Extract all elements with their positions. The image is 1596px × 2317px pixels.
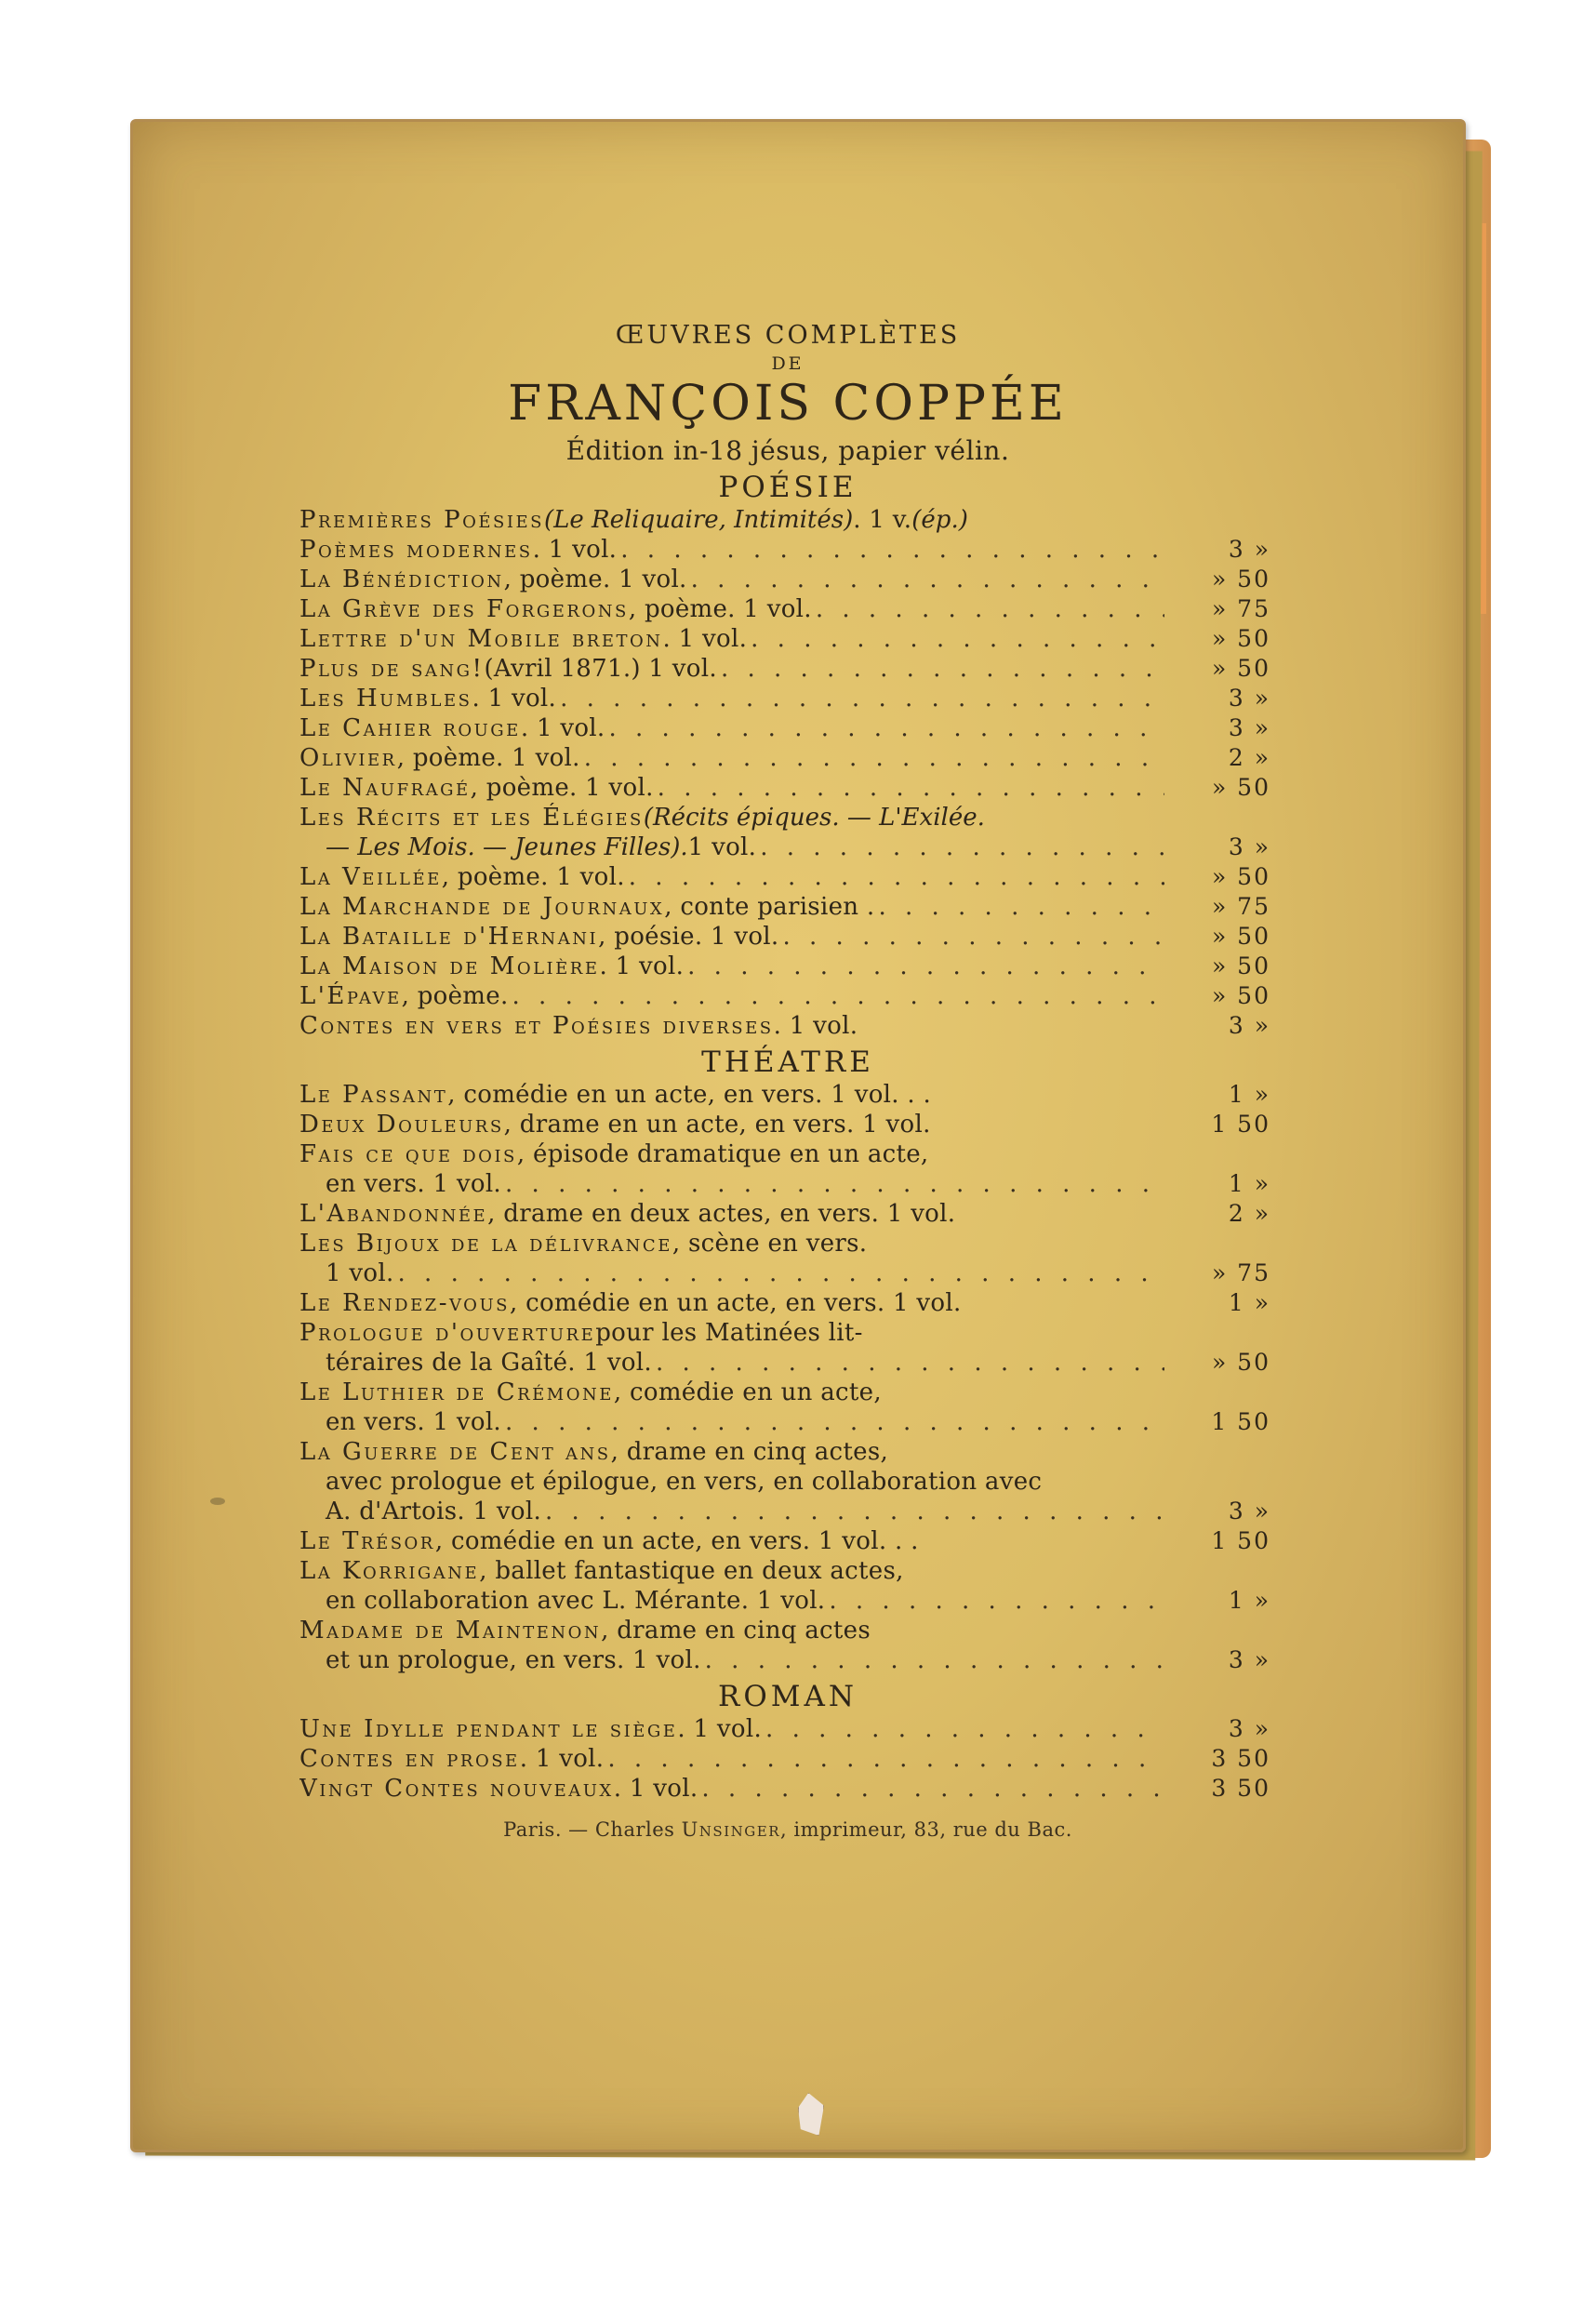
entry-detail: , drame en cinq actes bbox=[601, 1617, 871, 1645]
catalogue-entry bbox=[299, 1110, 1276, 1139]
entry-continuation bbox=[299, 1497, 1276, 1526]
entry-continuation-text: en collaboration avec L. Mérante. 1 vol. bbox=[326, 1587, 826, 1615]
catalogue-entry bbox=[299, 1774, 1276, 1804]
entry-title: Contes en prose bbox=[299, 1745, 520, 1773]
entry-detail: , ballet fantastique en deux actes, bbox=[479, 1557, 904, 1585]
entry-price: 1 » bbox=[1228, 1081, 1270, 1108]
catalogue-entry bbox=[299, 1229, 1276, 1258]
dot-leader bbox=[878, 892, 1164, 922]
dot-leader bbox=[505, 1407, 1164, 1437]
entry-subtitle: (Le Reliquaire, Intimités) bbox=[543, 506, 854, 534]
entry-volume: 1 vol. bbox=[687, 833, 757, 861]
catalogue-entry bbox=[299, 505, 1276, 535]
entry-title: L'Épave bbox=[299, 982, 402, 1010]
dot-leader bbox=[560, 684, 1164, 713]
entry-detail: , poème. 1 vol. bbox=[503, 566, 687, 593]
entry-price: 3 » bbox=[1228, 833, 1270, 860]
entry-detail: . 1 vol. bbox=[677, 1715, 763, 1743]
entry-title: Deux Douleurs bbox=[299, 1111, 504, 1139]
entry-price: 3 » bbox=[1228, 536, 1270, 563]
entry-continuation-text: en vers. 1 vol. bbox=[326, 1408, 502, 1436]
entry-detail: , poème. 1 vol. bbox=[396, 744, 580, 772]
catalogue-entry bbox=[299, 862, 1276, 892]
entry-price: 1 » bbox=[1228, 1587, 1270, 1614]
entry-continuation-text: — Les Mois. — Jeunes Filles). bbox=[326, 833, 688, 861]
dot-leader bbox=[721, 654, 1164, 684]
entry-price: » 75 bbox=[1211, 1259, 1270, 1286]
entry-detail: . 1 vol. bbox=[773, 1012, 858, 1040]
entry-continuation bbox=[299, 1467, 1276, 1497]
entry-continuation-text: et un prologue, en vers. 1 vol. bbox=[326, 1646, 701, 1674]
entry-price: 3 » bbox=[1228, 1715, 1270, 1742]
entry-continuation bbox=[299, 1407, 1276, 1437]
printer-imprint bbox=[299, 1818, 1276, 1841]
catalogue-entry bbox=[299, 743, 1276, 773]
catalogue-text bbox=[299, 321, 1276, 1804]
entry-price: » 75 bbox=[1211, 893, 1270, 920]
entry-detail: , poème. 1 vol. bbox=[441, 863, 625, 891]
entry-title: La Veillée bbox=[299, 863, 442, 891]
entry-price: 1 50 bbox=[1211, 1111, 1270, 1138]
entry-title: Les Récits et les Élégies bbox=[299, 804, 644, 832]
entry-title: Une Idylle pendant le siège bbox=[299, 1715, 678, 1743]
entry-detail: , épisode dramatique en un acte, bbox=[516, 1140, 929, 1168]
entry-price: » 50 bbox=[1211, 982, 1270, 1009]
entry-note: (ép.) bbox=[911, 506, 968, 534]
entry-detail: . 1 vol. bbox=[519, 1745, 605, 1773]
entry-price: 3 » bbox=[1228, 714, 1270, 741]
entry-detail: , poème. 1 vol. bbox=[470, 774, 654, 802]
entry-detail: , drame en cinq actes, bbox=[610, 1438, 889, 1466]
entry-detail: , conte parisien . bbox=[664, 893, 875, 921]
entry-title: Les Bijoux de la délivrance bbox=[299, 1230, 672, 1258]
entry-detail: . 1 vol. bbox=[662, 625, 748, 653]
catalogue-entry bbox=[299, 535, 1276, 565]
entry-title: La Maison de Molière bbox=[299, 952, 600, 980]
entry-continuation bbox=[299, 1169, 1276, 1199]
catalogue-entry bbox=[299, 1616, 1276, 1645]
entry-detail: . 1 vol. bbox=[520, 714, 605, 742]
section-title-poesie: POÉSIE bbox=[718, 471, 858, 504]
catalogue-entry bbox=[299, 1437, 1276, 1467]
entry-detail: , comédie en un acte, en vers. 1 vol. bbox=[509, 1289, 962, 1317]
entry-price: » 75 bbox=[1211, 595, 1270, 622]
section-title-theatre: THÉATRE bbox=[701, 1045, 874, 1079]
catalogue-entry bbox=[299, 803, 1276, 832]
entry-price: » 50 bbox=[1211, 923, 1270, 950]
entry-price: 3 » bbox=[1228, 1498, 1270, 1525]
entry-price: 2 » bbox=[1228, 744, 1270, 771]
catalogue-entry bbox=[299, 1744, 1276, 1774]
catalogue-entry bbox=[299, 1011, 1276, 1041]
edition-note: Édition in-18 jésus, papier vélin. bbox=[565, 435, 1010, 466]
entry-continuation bbox=[299, 1645, 1276, 1675]
entry-detail: , comédie en un acte, en vers. 1 vol. . . bbox=[447, 1081, 932, 1109]
entry-title: La Grève des Forgerons bbox=[299, 595, 629, 623]
entry-title: La Korrigane bbox=[299, 1557, 480, 1585]
catalogue-entry bbox=[299, 1526, 1276, 1556]
entry-detail: , poème. bbox=[401, 982, 509, 1010]
entry-title: Plus de sang! bbox=[299, 655, 485, 683]
entry-price: 1 » bbox=[1228, 1289, 1270, 1316]
entry-title: Madame de Maintenon bbox=[299, 1617, 602, 1645]
entry-price: » 50 bbox=[1211, 1349, 1270, 1376]
entry-price: » 50 bbox=[1211, 863, 1270, 890]
collection-heading: ŒUVRES COMPLÈTES bbox=[615, 321, 961, 350]
entry-detail: pour les Matinées lit- bbox=[595, 1319, 863, 1347]
paper-stain bbox=[210, 1498, 225, 1505]
entry-detail: . 1 vol. bbox=[532, 536, 618, 564]
dot-leader bbox=[691, 565, 1164, 594]
dot-leader bbox=[751, 624, 1164, 654]
entry-title: Prologue d'ouverture bbox=[299, 1319, 596, 1347]
catalogue-entry bbox=[299, 1378, 1276, 1407]
dot-leader bbox=[782, 922, 1164, 952]
entry-title: Fais ce que dois bbox=[299, 1140, 517, 1168]
entry-price: 3 » bbox=[1228, 1646, 1270, 1673]
entry-continuation bbox=[299, 832, 1276, 862]
catalogue-entry bbox=[299, 1714, 1276, 1744]
catalogue-entry bbox=[299, 1139, 1276, 1169]
dot-leader bbox=[607, 1744, 1164, 1774]
entry-price: » 50 bbox=[1211, 655, 1270, 682]
entry-price: 1 » bbox=[1228, 1170, 1270, 1197]
dot-leader bbox=[398, 1258, 1164, 1288]
entry-title: Le Rendez-vous bbox=[299, 1289, 510, 1317]
dot-leader bbox=[545, 1497, 1164, 1526]
entry-volume: . 1 v. bbox=[853, 506, 912, 534]
entry-price: 2 » bbox=[1228, 1200, 1270, 1227]
dot-leader bbox=[505, 1169, 1164, 1199]
entry-continuation bbox=[299, 1348, 1276, 1378]
entry-title: Premières Poésies bbox=[299, 506, 544, 534]
entry-price: 3 » bbox=[1228, 1012, 1270, 1039]
section-title-roman: ROMAN bbox=[717, 1680, 858, 1713]
entry-price: » 50 bbox=[1211, 952, 1270, 979]
catalogue-entry bbox=[299, 713, 1276, 743]
dot-leader bbox=[629, 862, 1164, 892]
catalogue-entry bbox=[299, 1080, 1276, 1110]
entry-detail: (Avril 1871.) 1 vol. bbox=[484, 655, 717, 683]
entry-continuation bbox=[299, 1586, 1276, 1616]
dot-leader bbox=[656, 1348, 1164, 1378]
entry-detail: . 1 vol. bbox=[472, 685, 557, 712]
dot-leader bbox=[765, 1714, 1164, 1744]
entry-title: La Guerre de Cent ans bbox=[299, 1438, 611, 1466]
entry-continuation-text: 1 vol. bbox=[326, 1259, 394, 1287]
entry-continuation-text: en vers. 1 vol. bbox=[326, 1170, 502, 1198]
entry-detail: , poème. 1 vol. bbox=[628, 595, 812, 623]
catalogue-entry bbox=[299, 1318, 1276, 1348]
entry-title: Le Trésor bbox=[299, 1527, 435, 1555]
entry-title: Poèmes modernes bbox=[299, 536, 533, 564]
entry-detail: , poésie. 1 vol. bbox=[598, 923, 779, 951]
catalogue-entry bbox=[299, 892, 1276, 922]
dot-leader bbox=[584, 743, 1164, 773]
catalogue-entry bbox=[299, 1199, 1276, 1229]
entry-price: 3 50 bbox=[1211, 1775, 1270, 1802]
dot-leader bbox=[705, 1645, 1164, 1675]
entries-roman bbox=[299, 1714, 1276, 1804]
entry-detail: , comédie en un acte, en vers. 1 vol. . . bbox=[434, 1527, 919, 1555]
entry-title: Contes en vers et Poésies diverses bbox=[299, 1012, 774, 1040]
entry-price: 1 50 bbox=[1211, 1408, 1270, 1435]
entry-detail: , drame en un acte, en vers. 1 vol. bbox=[503, 1111, 931, 1139]
entry-price: 3 » bbox=[1228, 685, 1270, 712]
entry-detail: , drame en deux actes, en vers. 1 vol. bbox=[487, 1200, 956, 1228]
dot-leader bbox=[701, 1774, 1164, 1804]
author-name: FRANÇOIS COPPÉE bbox=[508, 376, 1068, 432]
entry-price: » 50 bbox=[1211, 625, 1270, 652]
entry-title: L'Abandonnée bbox=[299, 1200, 488, 1228]
dot-leader bbox=[687, 952, 1164, 981]
entries-poesie bbox=[299, 505, 1276, 1041]
catalogue-entry bbox=[299, 594, 1276, 624]
entry-title: La Marchande de Journaux bbox=[299, 893, 665, 921]
catalogue-entry bbox=[299, 565, 1276, 594]
entry-continuation-text: téraires de la Gaîté. 1 vol. bbox=[326, 1349, 652, 1377]
dot-leader bbox=[512, 981, 1164, 1011]
entry-subtitle: (Récits épiques. — L'Exilée. bbox=[643, 804, 985, 832]
entry-price: » 50 bbox=[1211, 566, 1270, 593]
entry-detail: , comédie en un acte, bbox=[613, 1378, 882, 1406]
entry-title: Le Naufragé bbox=[299, 774, 471, 802]
catalogue-entry bbox=[299, 922, 1276, 952]
entry-continuation-text: A. d'Artois. 1 vol. bbox=[326, 1498, 542, 1525]
printer-name: Unsinger bbox=[681, 1818, 780, 1841]
printer-suffix: , imprimeur, 83, rue du Bac. bbox=[780, 1818, 1072, 1841]
entry-title: Lettre d'un Mobile breton bbox=[299, 625, 663, 653]
dot-leader bbox=[829, 1586, 1164, 1616]
catalogue-entry bbox=[299, 624, 1276, 654]
entry-detail: . 1 vol. bbox=[599, 952, 685, 980]
catalogue-entry bbox=[299, 654, 1276, 684]
entry-title: Olivier bbox=[299, 744, 397, 772]
entry-detail: . 1 vol. bbox=[613, 1775, 698, 1803]
entry-continuation-text: avec prologue et épilogue, en vers, en collaboration avec bbox=[326, 1468, 1043, 1496]
entries-theatre bbox=[299, 1080, 1276, 1675]
entry-price: 1 50 bbox=[1211, 1527, 1270, 1554]
printer-prefix: Paris. — Charles bbox=[503, 1818, 682, 1841]
dot-leader bbox=[620, 535, 1164, 565]
entry-title: Le Passant bbox=[299, 1081, 448, 1109]
entry-title: Vingt Contes nouveaux bbox=[299, 1775, 614, 1803]
entry-title: Le Luthier de Crémone bbox=[299, 1378, 614, 1406]
entry-title: La Bataille d'Hernani bbox=[299, 923, 599, 951]
dot-leader bbox=[816, 594, 1164, 624]
dot-leader bbox=[609, 713, 1165, 743]
entry-price: 3 50 bbox=[1211, 1745, 1270, 1772]
entry-detail: , scène en vers. bbox=[672, 1230, 868, 1258]
catalogue-entry bbox=[299, 684, 1276, 713]
entry-title: La Bénédiction bbox=[299, 566, 504, 593]
entry-continuation bbox=[299, 1258, 1276, 1288]
catalogue-entry bbox=[299, 1556, 1276, 1586]
heading-de: DE bbox=[771, 353, 805, 374]
dot-leader bbox=[760, 832, 1164, 862]
catalogue-entry bbox=[299, 981, 1276, 1011]
catalogue-entry bbox=[299, 1288, 1276, 1318]
catalogue-entry bbox=[299, 952, 1276, 981]
catalogue-entry bbox=[299, 773, 1276, 803]
dot-leader bbox=[658, 773, 1164, 803]
entry-title: Le Cahier rouge bbox=[299, 714, 521, 742]
entry-price: » 50 bbox=[1211, 774, 1270, 801]
entry-title: Les Humbles bbox=[299, 685, 472, 712]
